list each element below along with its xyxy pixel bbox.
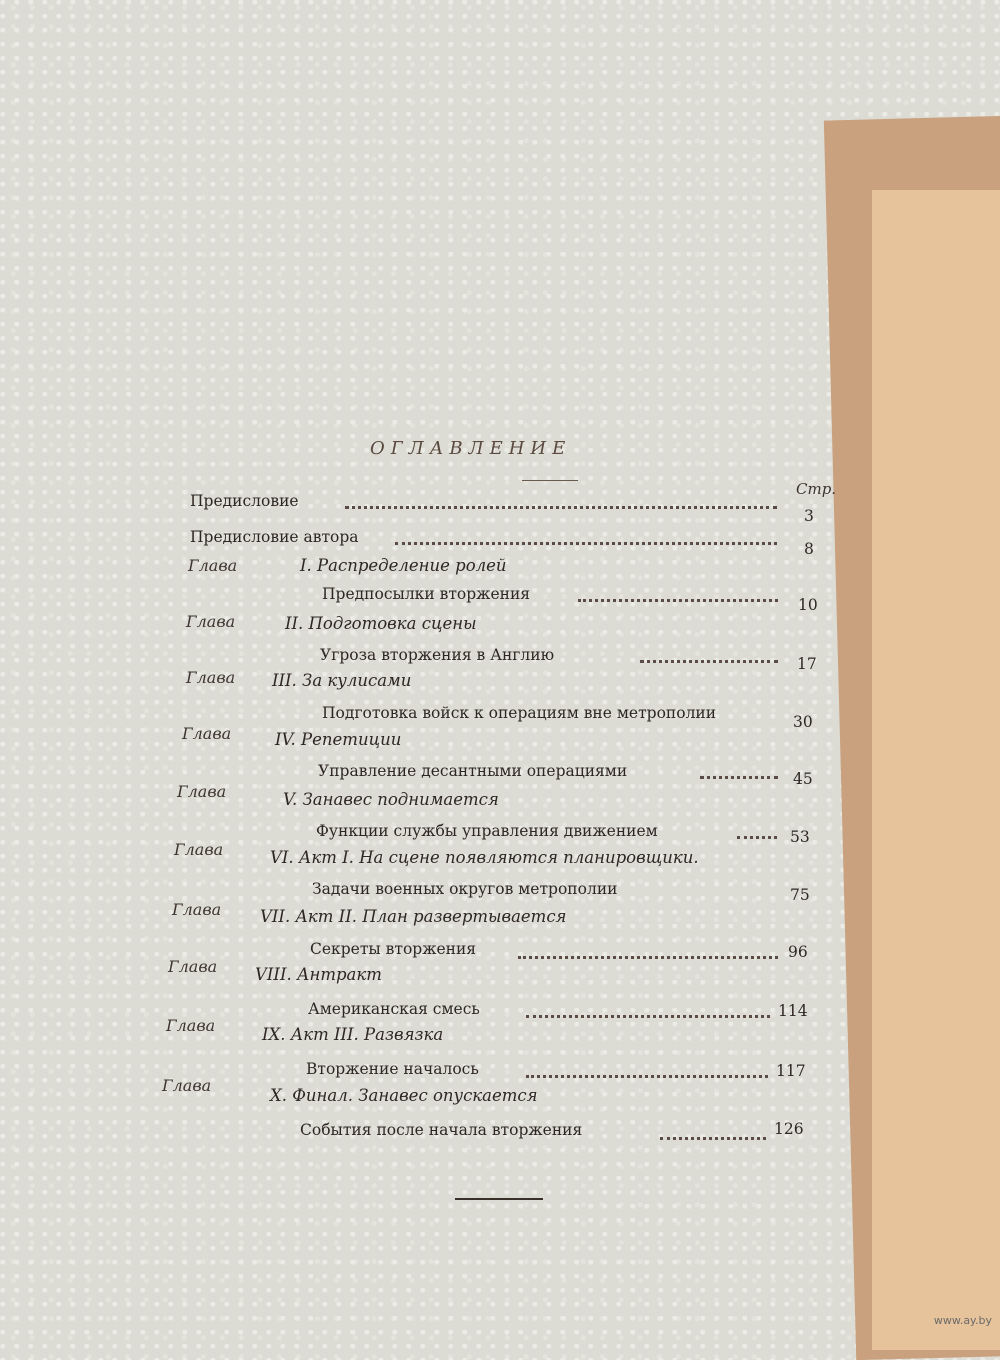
- page-number: 126: [774, 1120, 804, 1138]
- chapter-title: III. За кулисами: [272, 671, 412, 690]
- chapter-label: Глава: [188, 556, 238, 575]
- chapter-title: VI. Акт I. На сцене появляются планировщики.: [270, 848, 699, 867]
- chapter-label: Глава: [186, 612, 236, 631]
- chapter-title: I. Распределение ролей: [300, 556, 507, 575]
- chapter-label: Глава: [162, 1076, 212, 1095]
- leader-dots: [737, 836, 777, 839]
- front-matter-title: Предисловие автора: [190, 528, 359, 546]
- chapter-title: IV. Репетиции: [275, 730, 402, 749]
- watermark: www.ay.by: [933, 1314, 992, 1327]
- page-number: 3: [804, 507, 814, 525]
- page-column-label: Стр.: [796, 480, 837, 498]
- chapter-label: Глава: [172, 900, 222, 919]
- page-number: 8: [804, 540, 814, 558]
- chapter-label: Глава: [182, 724, 232, 743]
- heading-rule: [522, 480, 578, 481]
- closing-rule: [455, 1198, 543, 1200]
- chapter-label: Глава: [174, 840, 224, 859]
- chapter-section: Американская смесь: [308, 1000, 480, 1018]
- page-number: 75: [790, 886, 810, 904]
- chapter-title: X. Финал. Занавес опускается: [270, 1086, 538, 1105]
- chapter-section: Управление десантными операциями: [318, 762, 628, 780]
- leader-dots: [660, 1137, 766, 1140]
- page-number: 53: [790, 828, 810, 846]
- page-number: 17: [797, 655, 817, 673]
- leader-dots: [700, 776, 778, 779]
- chapter-title: IX. Акт III. Развязка: [262, 1025, 444, 1044]
- chapter-section: Секреты вторжения: [310, 940, 477, 958]
- leader-dots: [526, 1015, 770, 1018]
- chapter-title: VII. Акт II. План развертывается: [260, 907, 567, 926]
- chapter-title: V. Занавес поднимается: [283, 790, 499, 809]
- leader-dots: [526, 1075, 768, 1078]
- chapter-section: Предпосылки вторжения: [322, 585, 531, 603]
- leader-dots: [345, 506, 777, 509]
- chapter-label: Глава: [166, 1016, 216, 1035]
- chapter-label: Глава: [186, 668, 236, 687]
- chapter-section: Вторжение началось: [306, 1060, 479, 1078]
- front-matter-title: Предисловие: [190, 492, 299, 510]
- leader-dots: [640, 660, 778, 663]
- right-page-inner: [872, 190, 1000, 1350]
- page-number: 96: [788, 943, 808, 961]
- page-number: 45: [793, 770, 813, 788]
- page-number: 117: [776, 1062, 806, 1080]
- chapter-section: Подготовка войск к операциям вне метрополии: [322, 704, 717, 722]
- chapter-section: Функции службы управления движением: [316, 822, 658, 840]
- page-number: 10: [798, 596, 818, 614]
- page-number: 114: [778, 1002, 808, 1020]
- leader-dots: [518, 956, 778, 959]
- chapter-section: События после начала вторжения: [300, 1121, 583, 1139]
- chapter-section: Угроза вторжения в Англию: [320, 646, 555, 664]
- toc-heading: ОГЛАВЛЕНИЕ: [370, 438, 572, 459]
- chapter-label: Глава: [168, 957, 218, 976]
- chapter-label: Глава: [177, 782, 227, 801]
- chapter-title: VIII. Антракт: [255, 965, 382, 984]
- page-number: 30: [793, 713, 813, 731]
- leader-dots: [578, 599, 778, 602]
- chapter-section: Задачи военных округов метрополии: [312, 880, 618, 898]
- chapter-title: II. Подготовка сцены: [285, 614, 477, 633]
- leader-dots: [395, 542, 777, 545]
